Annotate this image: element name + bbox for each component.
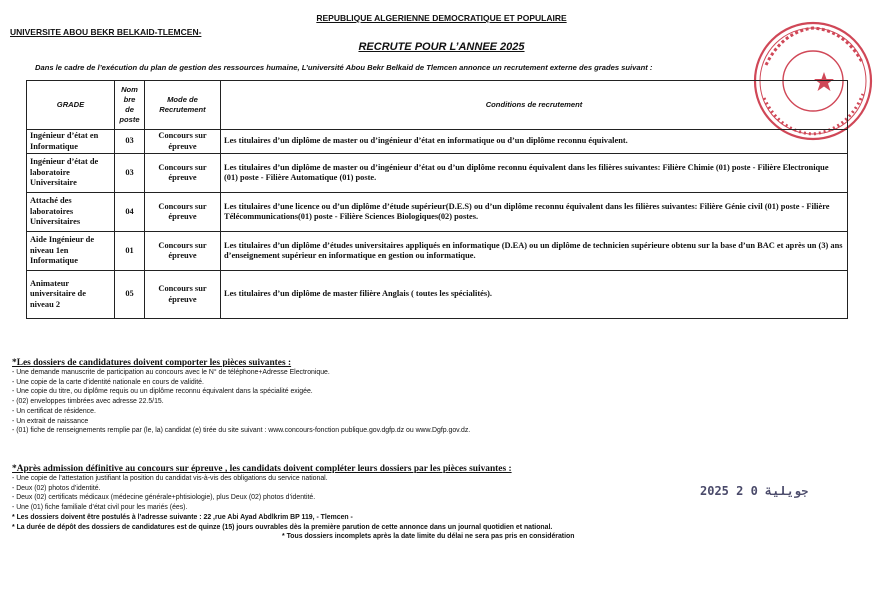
table-row <box>27 130 848 154</box>
header-nombre: Nom bre de poste <box>115 81 145 130</box>
date-stamp: 2025 جويلية 0 2 <box>700 484 809 498</box>
dossiers-title: *Les dossiers de candidatures doivent comporter les pièces suivantes : <box>12 358 292 368</box>
university-name: UNIVERSITE ABOU BEKR BELKAID-TLEMCEN- <box>10 27 202 37</box>
list-item: - Une (01) fiche familiale d’état civil pour les mariés (ées). <box>12 504 188 512</box>
row-mode: Concours sur épreuve <box>145 193 221 232</box>
row-nombre: 03 <box>115 154 145 193</box>
list-item: - Deux (02) photos d’identité. <box>12 484 101 492</box>
row-mode: Concours sur épreuve <box>145 130 221 154</box>
row-conditions: Les titulaires d’un diplôme de master ou d’ingénieur d’état en informatique ou d’un diplôme reconnu équivalent. <box>221 130 848 154</box>
row-grade: Attaché des laboratoires Universitaires <box>27 193 115 232</box>
header-grade: GRADE <box>27 81 115 130</box>
list-item: * Les dossiers doivent être postulés à l’adresse suivante : 22 ,rue Abi Ayad Abdlkrim BP 119, - Tlemcen - <box>12 513 353 521</box>
page-title: RECRUTE POUR L’ANNEE 2025 <box>358 41 525 53</box>
row-conditions: Les titulaires d’une licence ou d’un diplôme d’étude supérieur(D.E.S) ou d’un diplôme reconnu équivalent dans les filières suivantes: Filière Génie civil (01) poste - Filière Télécommunications(01) poste - Filière Sciences Biologiques(02) postes. <box>221 193 848 232</box>
table-header-row <box>27 81 848 130</box>
row-grade: Animateur universitaire de niveau 2 <box>27 271 115 319</box>
list-item: - Une copie de l’attestation justifiant la position du candidat vis-à-vis des obligations du service national. <box>12 475 328 482</box>
list-item: - Deux (02) certificats médicaux (médecine générale+phtisiologie), plus Deux (02) photos d’identité. <box>12 494 316 502</box>
row-conditions: Les titulaires d’un diplôme de master ou d’ingénieur d’état ou d’un diplôme reconnu équivalent dans les filières suivantes: Filière Chimie (01) poste - Filière Electronique (01) poste - Filière Automatique (01) poste. <box>221 154 848 193</box>
row-mode: Concours sur épreuve <box>145 154 221 193</box>
row-grade: Ingénieur d’état en Informatique <box>27 130 115 154</box>
row-mode: Concours sur épreuve <box>145 271 221 319</box>
republic-heading: REPUBLIQUE ALGERIENNE DEMOCRATIQUE ET POPULAIRE <box>316 13 567 23</box>
row-conditions: Les titulaires d’un diplôme d’études universitaires appliqués en informatique (D.EA) ou un diplôme de technicien supérieure obtenu sur la base d’un BAC et après un (3) ans d’enseignement supérieur en informatique en gestion ou informatique. <box>221 232 848 271</box>
row-conditions: Les titulaires d’un diplôme de master filière Anglais ( toutes les spécialités). <box>221 271 848 319</box>
list-item: - Un certificat de résidence. <box>12 407 96 415</box>
admission-title: *Après admission définitive au concours sur épreuve , les candidats doivent compléter leurs dossiers par les pièces suivantes : <box>12 464 512 474</box>
final-note: * Tous dossiers incomplets après la date limite du délai ne sera pas pris en considération <box>282 533 575 541</box>
list-item: - Une copie du titre, ou diplôme requis ou un diplôme reconnu équivalent dans la spécialité exigée. <box>12 388 313 396</box>
row-nombre: 04 <box>115 193 145 232</box>
row-grade: Ingénieur d’état de laboratoire Universitaire <box>27 154 115 193</box>
row-nombre: 03 <box>115 130 145 154</box>
list-item: - Une copie de la carte d’identité nationale en cours de validité. <box>12 378 204 386</box>
header-mode: Mode de Recrutement <box>145 81 221 130</box>
list-item: * La durée de dépôt des dossiers de candidatures est de quinze (15) jours ouvrables dès la première parution de cette annonce dans un journal quotidien et national. <box>12 523 553 531</box>
recruitment-table <box>26 80 848 319</box>
list-item: - (01) fiche de renseignements remplie par (le, la) candidat (e) tirée du site suivant : www.concours-fonction publique.gov.dgfp.dz ou www.Dgfp.gov.dz. <box>12 427 471 435</box>
row-grade: Aide Ingénieur de niveau 1en Informatique <box>27 232 115 271</box>
intro-text: Dans le cadre de l’exécution du plan de gestion des ressources humaine, L’université Abou Bekr Belkaid de Tlemcen annonce un recrutement externe des grades suivant : <box>35 63 653 72</box>
admission-section <box>12 464 872 542</box>
table-row <box>27 232 848 271</box>
list-item: - Une demande manuscrite de participation au concours avec le N° de téléphone+Adresse Electronique. <box>12 369 330 376</box>
table-row <box>27 193 848 232</box>
dossiers-section <box>12 358 872 436</box>
row-mode: Concours sur épreuve <box>145 232 221 271</box>
table-row <box>27 154 848 193</box>
header-conditions: Conditions de recrutement <box>221 81 848 130</box>
row-nombre: 05 <box>115 271 145 319</box>
table-row <box>27 271 848 319</box>
row-nombre: 01 <box>115 232 145 271</box>
list-item: - (02) enveloppes timbrées avec adresse 22.5/15. <box>12 398 164 406</box>
list-item: - Un extrait de naissance <box>12 417 89 425</box>
